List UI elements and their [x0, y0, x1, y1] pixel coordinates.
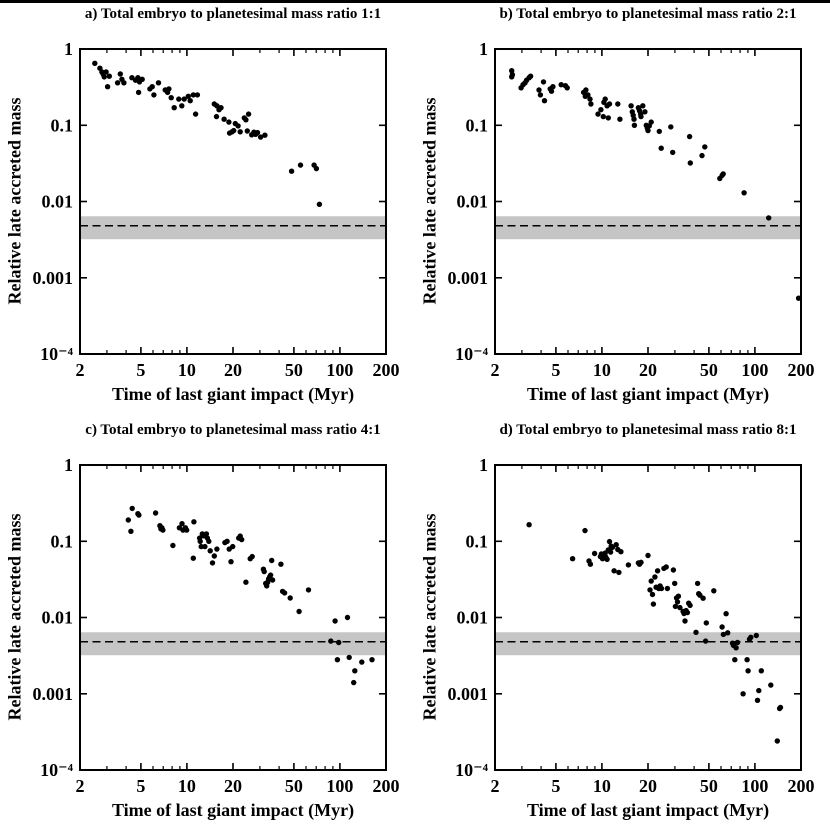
data-point: [748, 635, 753, 640]
panel-b: [415, 0, 830, 416]
data-point: [369, 657, 374, 662]
data-point: [725, 630, 730, 635]
data-point: [250, 554, 255, 559]
plot-border: [80, 49, 386, 354]
data-point: [744, 657, 749, 662]
data-point: [607, 539, 612, 544]
y-tick-label: 0.01: [41, 607, 73, 628]
y-tick-label: 1: [479, 455, 488, 475]
x-tick-label: 20: [224, 360, 242, 380]
data-point: [640, 103, 645, 108]
data-point: [126, 517, 131, 522]
data-point: [230, 544, 235, 549]
plot-area-c: [0, 416, 415, 832]
data-point: [682, 618, 687, 623]
data-point: [651, 601, 656, 606]
data-point: [231, 128, 236, 133]
data-point: [550, 84, 555, 89]
x-tick-label: 100: [326, 360, 354, 380]
data-point: [121, 80, 126, 85]
data-point: [115, 80, 120, 85]
data-point: [188, 98, 193, 103]
panel-c: [0, 416, 415, 832]
data-point: [206, 539, 211, 544]
data-point: [657, 129, 662, 134]
top-rule: [0, 0, 830, 3]
data-point: [160, 527, 165, 532]
x-tick-label: 5: [551, 776, 561, 796]
data-point: [262, 133, 267, 138]
data-point: [565, 85, 570, 90]
data-point: [675, 599, 680, 604]
data-point: [136, 512, 141, 517]
data-point: [176, 96, 181, 101]
data-point: [604, 557, 609, 562]
data-point: [214, 114, 219, 119]
data-point: [652, 574, 657, 579]
y-tick-label: 10⁻⁴: [455, 344, 488, 364]
data-point: [221, 117, 226, 122]
data-point: [755, 698, 760, 703]
data-point: [665, 586, 670, 591]
data-point: [617, 117, 622, 122]
data-point: [638, 114, 643, 119]
data-point: [595, 111, 600, 116]
data-point: [151, 92, 156, 97]
data-point: [268, 572, 273, 577]
data-point: [536, 87, 541, 92]
x-axis-label: Time of last giant impact (Myr): [526, 800, 770, 820]
y-tick-label: 0.001: [447, 267, 488, 288]
data-point: [587, 96, 592, 101]
x-tick-label: 200: [372, 776, 400, 796]
y-axis-label: Relative late accreted mass: [419, 97, 440, 305]
data-point: [700, 596, 705, 601]
data-point: [243, 117, 248, 122]
data-point: [179, 103, 184, 108]
data-point: [156, 80, 161, 85]
data-point: [314, 166, 319, 171]
data-point: [538, 92, 543, 97]
x-tick-label: 100: [741, 776, 769, 796]
data-point: [655, 568, 660, 573]
data-point: [702, 144, 707, 149]
data-point: [649, 119, 654, 124]
x-tick-label: 20: [224, 776, 242, 796]
data-point: [588, 101, 593, 106]
data-point: [238, 129, 243, 134]
data-point: [664, 564, 669, 569]
x-tick-label: 50: [284, 776, 303, 796]
y-tick-label: 1: [64, 39, 73, 59]
x-tick-label: 10: [592, 776, 611, 796]
y-axis-label: Relative late accreted mass: [4, 97, 25, 305]
y-tick-label: 0.1: [465, 531, 488, 552]
data-point: [766, 215, 771, 220]
y-tick-label: 0.001: [447, 683, 488, 704]
data-point: [245, 128, 250, 133]
data-point: [721, 171, 726, 176]
panel-d-title: d) Total embryo to planetesimal mass ratio 8:1: [499, 422, 797, 438]
data-point: [198, 539, 203, 544]
data-point: [775, 738, 780, 743]
data-point: [239, 537, 244, 542]
y-tick-label: 0.1: [465, 115, 488, 136]
data-point: [347, 655, 352, 660]
data-point: [235, 123, 240, 128]
data-point: [687, 134, 692, 139]
data-point: [723, 611, 728, 616]
data-point: [541, 79, 546, 84]
data-point: [616, 570, 621, 575]
x-tick-label: 200: [372, 360, 400, 380]
data-point: [255, 130, 260, 135]
data-point: [102, 74, 107, 79]
data-point: [583, 87, 588, 92]
data-point: [668, 124, 673, 129]
data-point: [608, 549, 613, 554]
data-point: [740, 691, 745, 696]
y-tick-label: 0.01: [456, 607, 488, 628]
data-point: [218, 105, 223, 110]
data-point: [650, 592, 655, 597]
x-tick-label: 100: [326, 776, 354, 796]
panel-b-title: b) Total embryo to planetesimal mass ratio 2:1: [499, 6, 797, 22]
data-point: [733, 645, 738, 650]
data-point: [130, 506, 135, 511]
data-point: [296, 609, 301, 614]
data-point: [202, 544, 207, 549]
data-point: [193, 111, 198, 116]
y-tick-label: 0.1: [50, 531, 73, 552]
data-point: [351, 680, 356, 685]
data-point: [172, 105, 177, 110]
data-point: [352, 668, 357, 673]
data-point: [542, 98, 547, 103]
data-point: [759, 668, 764, 673]
data-point: [336, 640, 341, 645]
data-point: [592, 551, 597, 556]
data-point: [306, 587, 311, 592]
x-tick-label: 2: [75, 776, 85, 796]
y-axis-label: Relative late accreted mass: [419, 513, 440, 721]
data-point: [136, 90, 141, 95]
data-point: [603, 96, 608, 101]
x-tick-label: 2: [490, 360, 500, 380]
data-point: [756, 688, 761, 693]
data-point: [332, 618, 337, 623]
x-tick-label: 5: [551, 360, 561, 380]
panel-d: [415, 416, 830, 832]
data-point: [262, 569, 267, 574]
x-tick-label: 20: [639, 776, 657, 796]
x-tick-label: 5: [136, 360, 146, 380]
data-point: [208, 548, 213, 553]
data-point: [632, 123, 637, 128]
plot-area-b: [415, 0, 830, 416]
data-point: [214, 546, 219, 551]
data-point: [317, 202, 322, 207]
data-point: [107, 74, 112, 79]
reference-band: [495, 216, 801, 239]
data-point: [778, 705, 783, 710]
y-tick-label: 10⁻⁴: [40, 760, 73, 780]
data-point: [298, 162, 303, 167]
data-point: [328, 638, 333, 643]
data-point: [672, 581, 677, 586]
data-point: [212, 553, 217, 558]
data-point: [618, 549, 623, 554]
data-point: [282, 590, 287, 595]
x-tick-label: 200: [787, 776, 815, 796]
data-point: [768, 682, 773, 687]
data-point: [606, 115, 611, 120]
panel-c-title: c) Total embryo to planetesimal mass ratio 4:1: [85, 422, 381, 438]
data-point: [671, 567, 676, 572]
data-point: [269, 558, 274, 563]
data-point: [711, 588, 716, 593]
reference-band: [80, 216, 386, 239]
data-point: [735, 640, 740, 645]
data-point: [704, 620, 709, 625]
data-point: [288, 595, 293, 600]
x-tick-label: 100: [741, 360, 769, 380]
data-point: [105, 84, 110, 89]
data-point: [699, 153, 704, 158]
x-tick-label: 50: [699, 360, 718, 380]
data-point: [607, 101, 612, 106]
data-point: [688, 160, 693, 165]
data-point: [719, 624, 724, 629]
x-tick-label: 10: [592, 360, 611, 380]
y-tick-label: 0.1: [50, 115, 73, 136]
x-tick-label: 20: [639, 360, 657, 380]
data-point: [670, 150, 675, 155]
data-point: [588, 562, 593, 567]
data-point: [184, 527, 189, 532]
data-point: [210, 560, 215, 565]
x-tick-label: 50: [699, 776, 718, 796]
data-point: [631, 117, 636, 122]
data-point: [582, 528, 587, 533]
plot-area-d: [415, 416, 830, 832]
data-point: [645, 128, 650, 133]
y-axis-label: Relative late accreted mass: [4, 513, 25, 721]
data-point: [191, 556, 196, 561]
data-point: [246, 111, 251, 116]
data-point: [224, 539, 229, 544]
data-point: [685, 610, 690, 615]
data-point: [289, 169, 294, 174]
data-point: [687, 603, 692, 608]
data-point: [659, 146, 664, 151]
data-point: [92, 61, 97, 66]
data-point: [345, 615, 350, 620]
data-point: [626, 562, 631, 567]
x-tick-label: 10: [177, 776, 196, 796]
y-tick-label: 0.01: [456, 191, 488, 212]
data-point: [526, 522, 531, 527]
data-point: [118, 71, 123, 76]
data-point: [611, 568, 616, 573]
x-axis-label: Time of last giant impact (Myr): [111, 800, 355, 820]
x-axis-label: Time of last giant impact (Myr): [111, 384, 355, 404]
x-axis-label: Time of last giant impact (Myr): [526, 384, 770, 404]
data-point: [570, 556, 575, 561]
data-point: [169, 95, 174, 100]
data-point: [695, 581, 700, 586]
data-point: [228, 559, 233, 564]
x-tick-label: 200: [787, 360, 815, 380]
panel-a: [0, 0, 415, 416]
data-point: [226, 119, 231, 124]
x-tick-label: 2: [490, 776, 500, 796]
data-point: [649, 578, 654, 583]
data-point: [628, 103, 633, 108]
data-point: [150, 84, 155, 89]
data-point: [645, 553, 650, 558]
data-point: [128, 529, 133, 534]
data-point: [598, 107, 603, 112]
y-tick-label: 0.001: [32, 267, 73, 288]
data-point: [509, 74, 514, 79]
data-point: [170, 543, 175, 548]
y-tick-label: 0.001: [32, 683, 73, 704]
data-point: [693, 630, 698, 635]
plot-area-a: [0, 0, 415, 416]
y-tick-label: 10⁻⁴: [40, 344, 73, 364]
data-point: [614, 542, 619, 547]
data-point: [335, 657, 340, 662]
panel-a-title: a) Total embryo to planetesimal mass ratio 1:1: [84, 6, 382, 22]
data-point: [191, 519, 196, 524]
data-point: [754, 633, 759, 638]
data-point: [638, 560, 643, 565]
data-point: [659, 586, 664, 591]
y-tick-label: 10⁻⁴: [455, 760, 488, 780]
data-point: [732, 657, 737, 662]
x-tick-label: 50: [284, 360, 303, 380]
data-point: [741, 190, 746, 195]
data-point: [647, 587, 652, 592]
plot-border: [495, 465, 801, 770]
data-point: [359, 659, 364, 664]
data-point: [615, 101, 620, 106]
data-point: [642, 109, 647, 114]
x-tick-label: 2: [75, 360, 85, 380]
data-point: [153, 510, 158, 515]
data-point: [243, 580, 248, 585]
data-point: [195, 92, 200, 97]
plot-border: [80, 465, 386, 770]
x-tick-label: 10: [177, 360, 196, 380]
data-point: [703, 638, 708, 643]
data-point: [278, 562, 283, 567]
x-tick-label: 5: [136, 776, 146, 796]
data-point: [528, 74, 533, 79]
data-point: [166, 86, 171, 91]
data-point: [601, 114, 606, 119]
y-tick-label: 1: [479, 39, 488, 59]
data-point: [140, 77, 145, 82]
y-tick-label: 1: [64, 455, 73, 475]
data-point: [270, 577, 275, 582]
data-point: [745, 668, 750, 673]
y-tick-label: 0.01: [41, 191, 73, 212]
data-point: [676, 594, 681, 599]
